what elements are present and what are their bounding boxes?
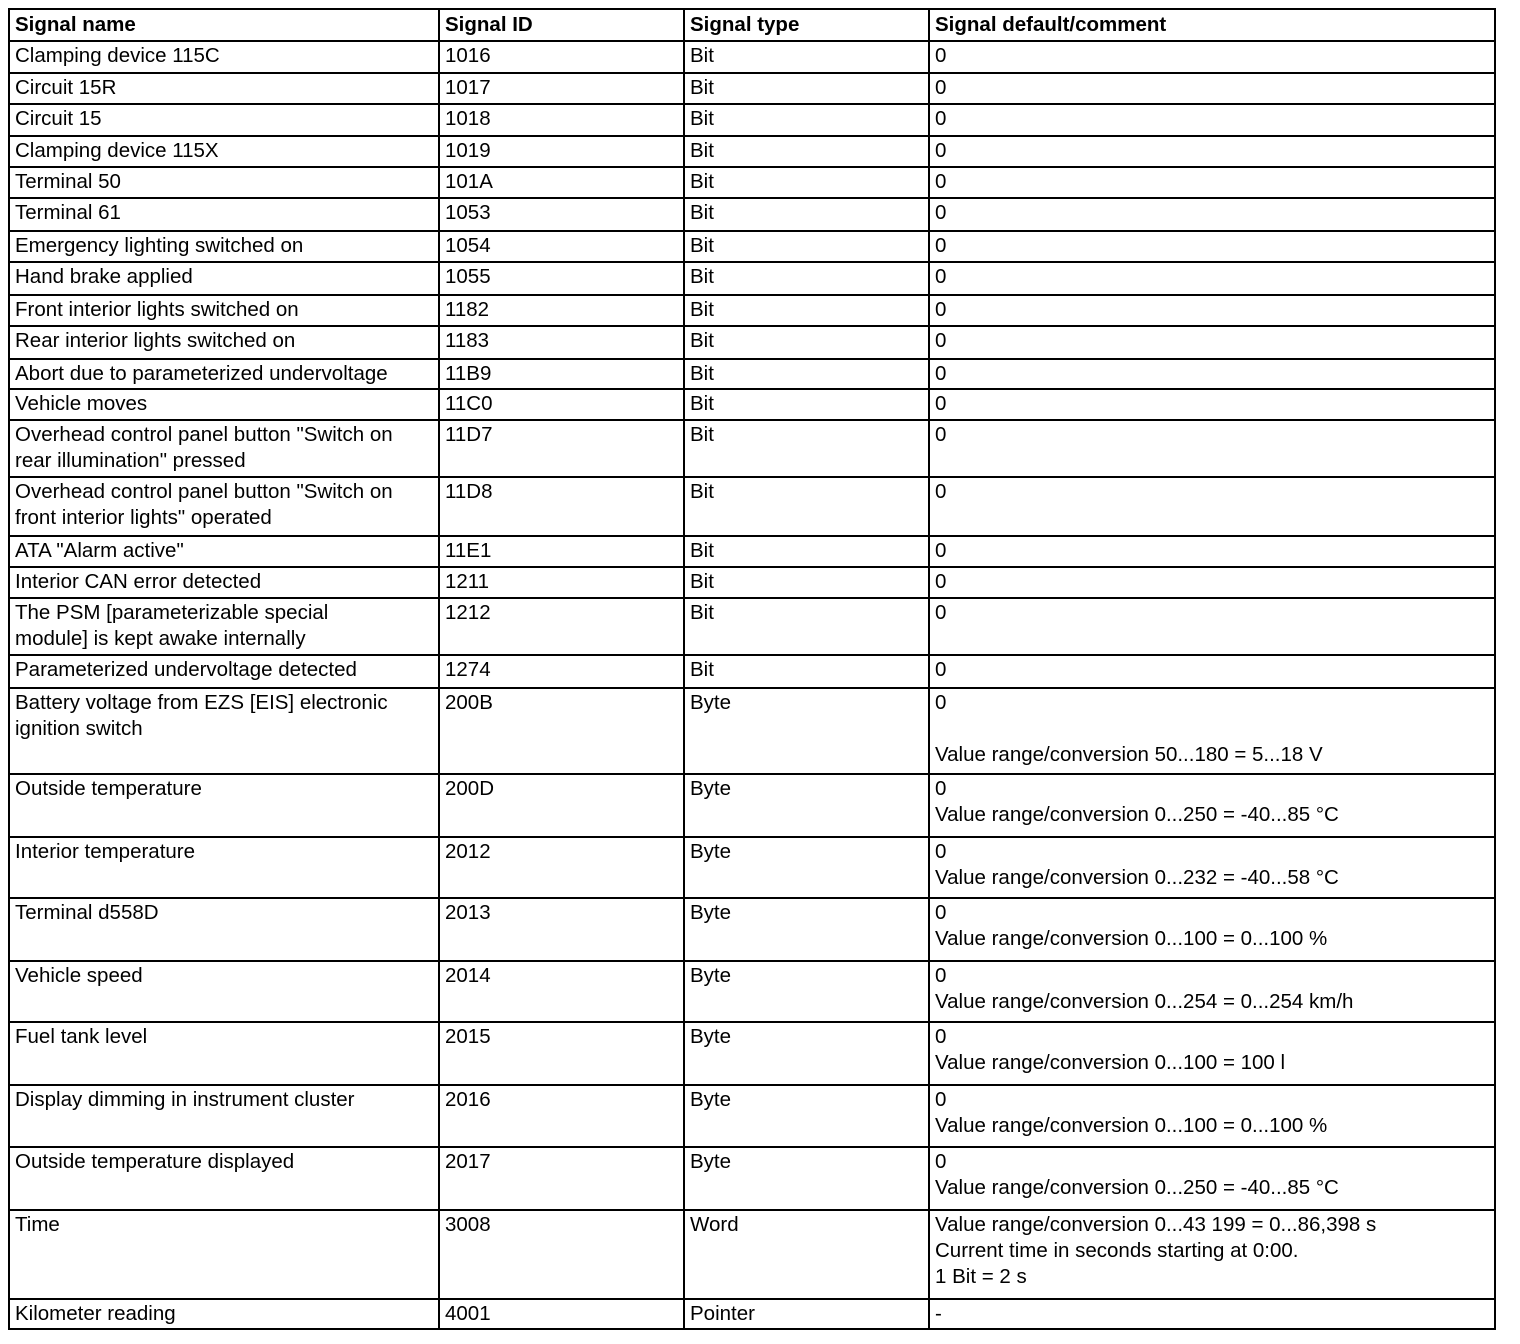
cell-signal-name: Kilometer reading <box>9 1299 439 1329</box>
cell-signal-comment: 0 Value range/conversion 0...254 = 0...254 km/h <box>929 961 1495 1022</box>
table-row <box>9 231 1495 262</box>
cell-signal-type: Bit <box>684 536 929 567</box>
cell-signal-id: 200B <box>439 688 684 774</box>
cell-signal-name: Interior temperature <box>9 837 439 898</box>
cell-signal-type: Bit <box>684 198 929 231</box>
cell-signal-type: Bit <box>684 167 929 198</box>
cell-signal-comment: Value range/conversion 0...43 199 = 0...86,398 s Current time in seconds starting at 0:00. 1 Bit = 2 s <box>929 1210 1495 1299</box>
cell-signal-type: Bit <box>684 359 929 389</box>
cell-signal-name: Terminal 50 <box>9 167 439 198</box>
cell-signal-id: 1053 <box>439 198 684 231</box>
cell-signal-name: Clamping device 115X <box>9 136 439 167</box>
cell-signal-id: 1211 <box>439 567 684 598</box>
header-signal-id: Signal ID <box>439 9 684 41</box>
table-row <box>9 73 1495 104</box>
table-row <box>9 295 1495 326</box>
cell-signal-type: Bit <box>684 389 929 420</box>
cell-signal-id: 2016 <box>439 1085 684 1147</box>
cell-signal-id: 1054 <box>439 231 684 262</box>
cell-signal-type: Byte <box>684 1022 929 1085</box>
table-row <box>9 326 1495 359</box>
cell-signal-comment: 0 <box>929 295 1495 326</box>
cell-signal-comment: 0 <box>929 73 1495 104</box>
cell-signal-comment: 0 <box>929 198 1495 231</box>
cell-signal-comment: 0 <box>929 359 1495 389</box>
cell-signal-type: Bit <box>684 104 929 136</box>
cell-signal-comment: 0 <box>929 598 1495 655</box>
cell-signal-comment: 0 Value range/conversion 0...100 = 0...100 % <box>929 1085 1495 1147</box>
table-row <box>9 567 1495 598</box>
cell-signal-comment: 0 <box>929 167 1495 198</box>
cell-signal-comment: 0 <box>929 420 1495 477</box>
header-signal-comment: Signal default/comment <box>929 9 1495 41</box>
cell-signal-name: Outside temperature displayed <box>9 1147 439 1210</box>
cell-signal-type: Bit <box>684 420 929 477</box>
cell-signal-name: The PSM [parameterizable special module] is kept awake internally <box>9 598 439 655</box>
cell-signal-name: Overhead control panel button "Switch on rear illumination" pressed <box>9 420 439 477</box>
cell-signal-name: Hand brake applied <box>9 262 439 295</box>
table-row <box>9 1147 1495 1210</box>
cell-signal-id: 1182 <box>439 295 684 326</box>
cell-signal-type: Byte <box>684 1085 929 1147</box>
cell-signal-id: 11B9 <box>439 359 684 389</box>
cell-signal-type: Bit <box>684 477 929 536</box>
table-row <box>9 41 1495 73</box>
cell-signal-id: 2014 <box>439 961 684 1022</box>
table-row <box>9 198 1495 231</box>
cell-signal-id: 1274 <box>439 655 684 688</box>
cell-signal-id: 1212 <box>439 598 684 655</box>
cell-signal-name: Terminal 61 <box>9 198 439 231</box>
table-row <box>9 477 1495 536</box>
cell-signal-comment: 0 Value range/conversion 0...100 = 100 l <box>929 1022 1495 1085</box>
cell-signal-id: 200D <box>439 774 684 837</box>
cell-signal-type: Bit <box>684 136 929 167</box>
cell-signal-comment: 0 <box>929 655 1495 688</box>
cell-signal-name: Circuit 15 <box>9 104 439 136</box>
table-row <box>9 1299 1495 1329</box>
cell-signal-id: 1017 <box>439 73 684 104</box>
cell-signal-id: 2012 <box>439 837 684 898</box>
cell-signal-comment: 0 Value range/conversion 0...100 = 0...100 % <box>929 898 1495 961</box>
cell-signal-comment: 0 <box>929 536 1495 567</box>
table-row <box>9 262 1495 295</box>
table-row <box>9 104 1495 136</box>
cell-signal-name: Vehicle moves <box>9 389 439 420</box>
cell-signal-name: Circuit 15R <box>9 73 439 104</box>
cell-signal-id: 1019 <box>439 136 684 167</box>
header-signal-type: Signal type <box>684 9 929 41</box>
cell-signal-type: Byte <box>684 961 929 1022</box>
cell-signal-name: Display dimming in instrument cluster <box>9 1085 439 1147</box>
cell-signal-name: Overhead control panel button "Switch on front interior lights" operated <box>9 477 439 536</box>
cell-signal-name: Rear interior lights switched on <box>9 326 439 359</box>
table-row <box>9 1022 1495 1085</box>
table-row <box>9 359 1495 389</box>
cell-signal-name: Clamping device 115C <box>9 41 439 73</box>
cell-signal-comment: 0 <box>929 326 1495 359</box>
signal-table <box>8 8 1496 1330</box>
cell-signal-type: Pointer <box>684 1299 929 1329</box>
cell-signal-comment: 0 Value range/conversion 50...180 = 5...18 V <box>929 688 1495 774</box>
cell-signal-type: Word <box>684 1210 929 1299</box>
cell-signal-id: 11D7 <box>439 420 684 477</box>
cell-signal-name: Parameterized undervoltage detected <box>9 655 439 688</box>
cell-signal-id: 3008 <box>439 1210 684 1299</box>
table-row <box>9 420 1495 477</box>
cell-signal-name: Emergency lighting switched on <box>9 231 439 262</box>
cell-signal-type: Bit <box>684 73 929 104</box>
cell-signal-name: Abort due to parameterized undervoltage <box>9 359 439 389</box>
cell-signal-name: Interior CAN error detected <box>9 567 439 598</box>
cell-signal-id: 4001 <box>439 1299 684 1329</box>
cell-signal-id: 11C0 <box>439 389 684 420</box>
cell-signal-comment: 0 <box>929 477 1495 536</box>
table-row <box>9 774 1495 837</box>
cell-signal-id: 1018 <box>439 104 684 136</box>
cell-signal-id: 1183 <box>439 326 684 359</box>
table-row <box>9 1210 1495 1299</box>
table-row <box>9 688 1495 774</box>
header-signal-name: Signal name <box>9 9 439 41</box>
cell-signal-name: Front interior lights switched on <box>9 295 439 326</box>
cell-signal-comment: 0 Value range/conversion 0...250 = -40...85 °C <box>929 774 1495 837</box>
cell-signal-name: ATA "Alarm active" <box>9 536 439 567</box>
cell-signal-type: Bit <box>684 326 929 359</box>
cell-signal-type: Bit <box>684 295 929 326</box>
cell-signal-name: Battery voltage from EZS [EIS] electronic ignition switch <box>9 688 439 774</box>
cell-signal-comment: 0 Value range/conversion 0...232 = -40...58 °C <box>929 837 1495 898</box>
cell-signal-id: 1016 <box>439 41 684 73</box>
table-row <box>9 389 1495 420</box>
table-row <box>9 1085 1495 1147</box>
cell-signal-type: Bit <box>684 41 929 73</box>
table-row <box>9 961 1495 1022</box>
cell-signal-type: Byte <box>684 1147 929 1210</box>
cell-signal-comment: 0 Value range/conversion 0...250 = -40...85 °C <box>929 1147 1495 1210</box>
table-row <box>9 837 1495 898</box>
cell-signal-type: Bit <box>684 262 929 295</box>
cell-signal-type: Bit <box>684 567 929 598</box>
table-row <box>9 898 1495 961</box>
cell-signal-comment: 0 <box>929 567 1495 598</box>
cell-signal-id: 2015 <box>439 1022 684 1085</box>
cell-signal-type: Bit <box>684 655 929 688</box>
cell-signal-comment: 0 <box>929 389 1495 420</box>
cell-signal-id: 2017 <box>439 1147 684 1210</box>
cell-signal-id: 2013 <box>439 898 684 961</box>
cell-signal-type: Byte <box>684 688 929 774</box>
cell-signal-name: Terminal d558D <box>9 898 439 961</box>
cell-signal-comment: 0 <box>929 136 1495 167</box>
table-row <box>9 598 1495 655</box>
cell-signal-id: 11E1 <box>439 536 684 567</box>
table-row <box>9 136 1495 167</box>
cell-signal-id: 1055 <box>439 262 684 295</box>
table-row <box>9 655 1495 688</box>
cell-signal-name: Outside temperature <box>9 774 439 837</box>
cell-signal-name: Vehicle speed <box>9 961 439 1022</box>
cell-signal-type: Bit <box>684 598 929 655</box>
cell-signal-comment: 0 <box>929 41 1495 73</box>
cell-signal-name: Time <box>9 1210 439 1299</box>
cell-signal-comment: 0 <box>929 231 1495 262</box>
cell-signal-type: Byte <box>684 774 929 837</box>
header-row <box>9 9 1495 41</box>
cell-signal-name: Fuel tank level <box>9 1022 439 1085</box>
cell-signal-id: 11D8 <box>439 477 684 536</box>
table-row <box>9 536 1495 567</box>
cell-signal-id: 101A <box>439 167 684 198</box>
table-row <box>9 167 1495 198</box>
cell-signal-comment: 0 <box>929 104 1495 136</box>
cell-signal-comment: 0 <box>929 262 1495 295</box>
cell-signal-type: Bit <box>684 231 929 262</box>
cell-signal-comment: - <box>929 1299 1495 1329</box>
cell-signal-type: Byte <box>684 898 929 961</box>
cell-signal-type: Byte <box>684 837 929 898</box>
table-body <box>9 41 1495 1329</box>
